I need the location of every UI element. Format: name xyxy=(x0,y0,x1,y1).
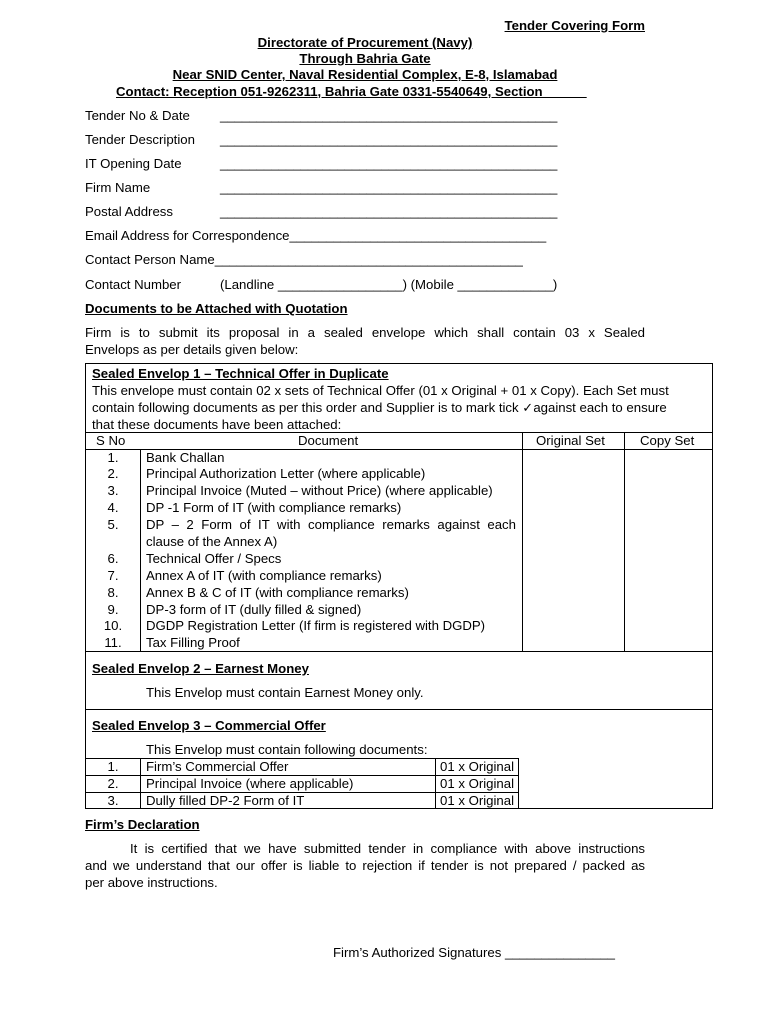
org-gate: Through Bahria Gate xyxy=(299,51,431,66)
declaration-text: It is certified that we have submitted tender in compliance with above instructions xyxy=(130,841,645,856)
declaration-text: and we understand that our offer is liable to rejection if tender is not prepared / packed as xyxy=(85,858,645,873)
org-contact: Contact: Reception 051-9262311, Bahria Gate 0331-5540649, Section______ xyxy=(116,84,587,99)
row-quantity: 01 x Original xyxy=(440,776,515,791)
field-label: Tender No & Date xyxy=(85,108,190,123)
row-quantity: 01 x Original xyxy=(440,759,515,774)
org-address: Near SNID Center, Naval Residential Complex, E-8, Islamabad xyxy=(172,67,558,82)
documents-heading: Documents to be Attached with Quotation xyxy=(85,301,348,316)
postal-address-field[interactable]: ______________________________________________ xyxy=(220,204,558,219)
row-number: 2. xyxy=(107,776,119,791)
row-document: clause of the Annex A) xyxy=(146,534,278,549)
row-number: 5. xyxy=(107,517,119,532)
row-number: 1. xyxy=(107,450,119,465)
row-quantity: 01 x Original xyxy=(440,793,515,808)
tender-no-field[interactable]: ______________________________________________ xyxy=(220,108,558,123)
row-document: Annex A of IT (with compliance remarks) xyxy=(146,568,382,583)
envelope2-title: Sealed Envelop 2 – Earnest Money xyxy=(92,661,309,676)
row-document: DP -1 Form of IT (with compliance remarks) xyxy=(146,500,402,515)
row-document: Bank Challan xyxy=(146,450,225,465)
row-document: Principal Invoice (where applicable) xyxy=(146,776,354,791)
contact-person-field[interactable]: Contact Person Name__________________________________________ xyxy=(85,252,523,267)
signature-field[interactable]: Firm’s Authorized Signatures _______________ xyxy=(333,945,616,960)
row-document: DGDP Registration Letter (If firm is registered with DGDP) xyxy=(146,618,486,633)
row-document: DP – 2 Form of IT with compliance remarks against each xyxy=(146,517,516,532)
firm-name-field[interactable]: ______________________________________________ xyxy=(220,180,558,195)
row-number: 1. xyxy=(107,759,119,774)
envelope3-desc: This Envelop must contain following documents: xyxy=(146,742,428,757)
field-label: Postal Address xyxy=(85,204,173,219)
tender-description-field[interactable]: ______________________________________________ xyxy=(220,132,558,147)
row-number: 8. xyxy=(107,585,119,600)
col-header-original: Original Set xyxy=(536,433,605,448)
row-number: 4. xyxy=(107,500,119,515)
envelope3-title: Sealed Envelop 3 – Commercial Offer xyxy=(92,718,326,733)
row-document: Principal Invoice (Muted – without Price) (where applicable) xyxy=(146,483,493,498)
row-document: DP-3 form of IT (dully filled & signed) xyxy=(146,602,362,617)
envelope2-desc: This Envelop must contain Earnest Money only. xyxy=(146,685,424,700)
envelopes-box xyxy=(85,363,713,809)
envelope1-title: Sealed Envelop 1 – Technical Offer in Duplicate xyxy=(92,366,389,381)
field-label: Firm Name xyxy=(85,180,151,195)
intro-text-line2: Envelops as per details given below: xyxy=(85,342,299,357)
email-field[interactable]: Email Address for Correspondence___________________________________ xyxy=(85,228,547,243)
row-number: 2. xyxy=(107,466,119,481)
row-number: 3. xyxy=(107,793,119,808)
contact-number-label: Contact Number xyxy=(85,277,182,292)
declaration-heading: Firm’s Declaration xyxy=(85,817,200,832)
col-header-sno: S No xyxy=(96,433,126,448)
row-document: Annex B & C of IT (with compliance remarks) xyxy=(146,585,409,600)
row-number: 11. xyxy=(104,635,122,650)
envelope1-desc: contain following documents as per this order and Supplier is to mark tick ✓against each to ensure xyxy=(92,400,667,415)
row-number: 10. xyxy=(103,618,123,633)
org-name: Directorate of Procurement (Navy) xyxy=(257,35,473,50)
row-number: 3. xyxy=(107,483,119,498)
row-document: Firm’s Commercial Offer xyxy=(146,759,289,774)
it-opening-date-field[interactable]: ______________________________________________ xyxy=(220,156,558,171)
declaration-text: per above instructions. xyxy=(85,875,218,890)
row-document: Tax Filling Proof xyxy=(146,635,240,650)
envelope1-desc: This envelope must contain 02 x sets of Technical Offer (01 x Original + 01 x Copy). Each Set must xyxy=(92,383,669,398)
row-number: 9. xyxy=(107,602,119,617)
row-document: Technical Offer / Specs xyxy=(146,551,282,566)
form-title: Tender Covering Form xyxy=(504,18,645,33)
intro-text-line1: Firm is to submit its proposal in a sealed envelope which shall contain 03 x Sealed xyxy=(85,325,645,340)
col-header-document: Document xyxy=(298,433,359,448)
field-label: Tender Description xyxy=(85,132,195,147)
field-label: IT Opening Date xyxy=(85,156,182,171)
contact-number-field[interactable]: (Landline _________________) (Mobile _____________) xyxy=(220,277,558,292)
col-header-copy: Copy Set xyxy=(640,433,695,448)
row-document: Dully filled DP-2 Form of IT xyxy=(146,793,305,808)
envelope1-desc: that these documents have been attached: xyxy=(92,417,342,432)
row-document: Principal Authorization Letter (where applicable) xyxy=(146,466,426,481)
row-number: 7. xyxy=(107,568,119,583)
row-number: 6. xyxy=(107,551,119,566)
